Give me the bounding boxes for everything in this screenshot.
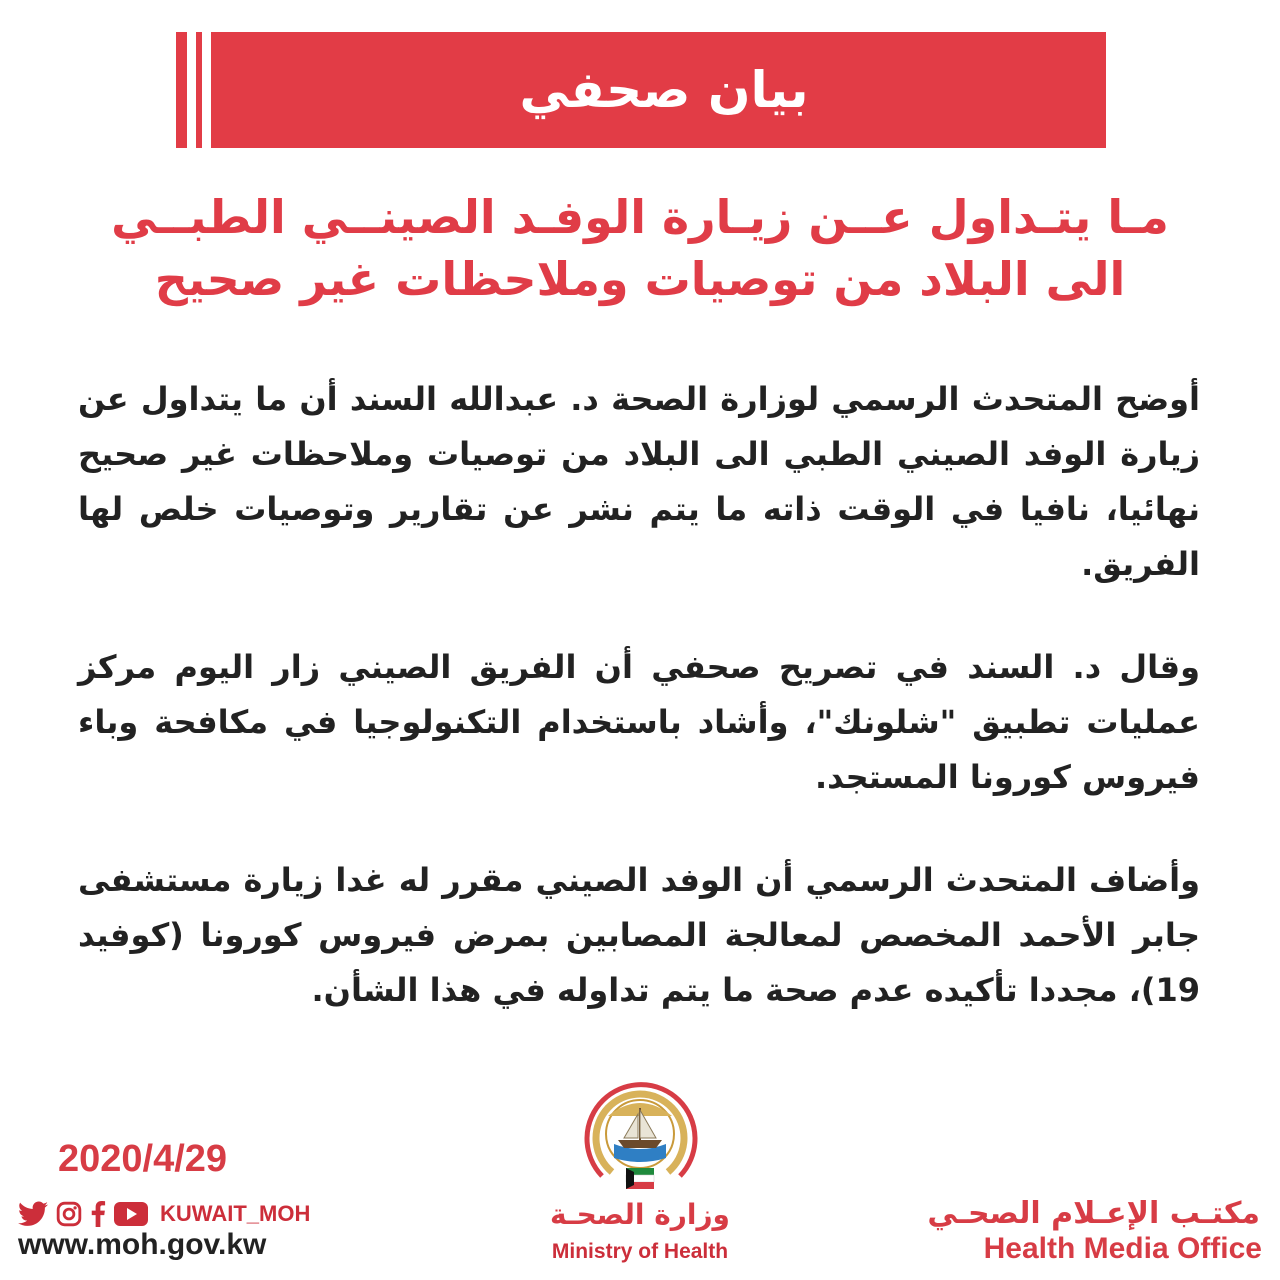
paragraph: وقال د. السند في تصريح صحفي أن الفريق الصيني زار اليوم مركز عمليات تطبيق "شلونك"، وأشاد باستخدام التكنولوجيا في مكافحة وباء فيروس كورونا المستجد. [78,648,1200,796]
office-name-english: Health Media Office [983,1232,1262,1265]
social-links [18,1198,310,1230]
headline-line-2: الى البلاد من توصيات وملاحظات غير صحيح [154,252,1126,306]
ministry-emblem [572,1068,708,1204]
release-date: 2020/4/29 [58,1138,228,1180]
headline-line-1: مـا يتـداول عــن زيـارة الوفـد الصينــي الطبــي [111,190,1169,244]
banner-stripe [202,32,211,148]
ministry-name-english: Ministry of Health [551,1240,729,1263]
twitter-icon[interactable] [18,1201,48,1227]
banner-title: بيان صحفي [519,61,809,119]
headline [70,186,1210,310]
title-banner [176,32,1106,148]
social-handle[interactable]: KUWAIT_MOH [160,1201,311,1226]
office-name-arabic: مكتـب الإعـلام الصحـي [927,1196,1260,1231]
banner-stripe [187,32,196,148]
youtube-icon[interactable] [114,1202,148,1226]
ministry-name-arabic: وزارة الصحـة [550,1198,730,1231]
paragraph: وأضاف المتحدث الرسمي أن الوفد الصيني مقرر له غدا زيارة مستشفى جابر الأحمد المخصص لمعالجة المصابين بمرض فيروس كورونا (كوفيد 19)، مجددا تأكيده عدم صحة ما يتم تداوله في هذا الشأن. [78,861,1200,1009]
instagram-icon[interactable] [56,1201,82,1227]
statement-body [78,372,1200,1066]
paragraph: أوضح المتحدث الرسمي لوزارة الصحة د. عبدالله السند أن ما يتداول عن زيارة الوفد الصيني الطبي الى البلاد من توصيات وملاحظات غير صحيح نهائيا، نافيا في الوقت ذاته ما يتم نشر عن تقارير وتوصيات خلص لها الفريق. [78,380,1200,583]
facebook-icon[interactable] [90,1201,106,1227]
website-link[interactable]: www.moh.gov.kw [18,1228,267,1261]
